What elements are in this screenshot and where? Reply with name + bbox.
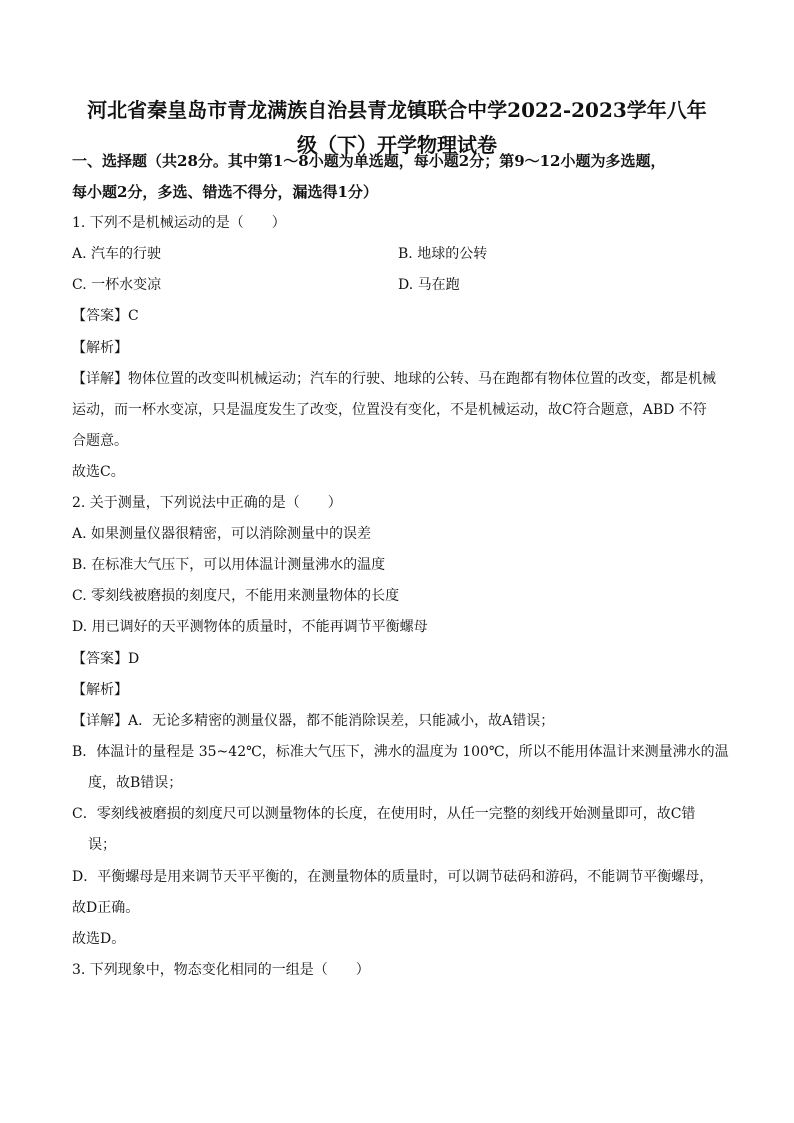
question-2-answer: 【答案】D xyxy=(72,651,140,667)
question-1-option-c: C. 一杯水变凉 xyxy=(72,277,162,293)
question-2-conclusion: 故选D。 xyxy=(72,931,126,947)
question-1-answer: 【答案】C xyxy=(72,308,139,324)
page-title-line-1: 河北省秦皇岛市青龙满族自治县青龙镇联合中学2022-2023学年八年 xyxy=(87,98,707,122)
question-1-detail-line-2: 运动，而一杯水变凉，只是温度发生了改变，位置没有变化，不是机械运动，故C符合题意，ABD 不符 xyxy=(72,402,707,418)
question-1-detail-line-1: 【详解】物体位置的改变叫机械运动；汽车的行驶、地球的公转、马在跑都有物体位置的改变，都是机械 xyxy=(72,371,716,387)
question-2-detail-b-line-2: 度，故B错误； xyxy=(88,775,183,791)
question-3-stem: 3. 下列现象中，物态变化相同的一组是（ ） xyxy=(72,962,370,978)
question-1-analysis-label: 【解析】 xyxy=(72,340,128,356)
question-2-stem: 2. 关于测量，下列说法中正确的是（ ） xyxy=(72,495,342,511)
question-2-detail-d-line-2: 故D正确。 xyxy=(72,900,140,916)
question-1-conclusion: 故选C。 xyxy=(72,464,125,480)
question-1-option-a: A. 汽车的行驶 xyxy=(72,246,162,262)
question-2-option-d: D. 用已调好的天平测物体的质量时，不能再调节平衡螺母 xyxy=(72,619,428,635)
question-2-detail-b-line-1: B．体温计的量程是 35~42℃，标准大气压下，沸水的温度为 100℃，所以不能用体温计来测量沸水的温 xyxy=(72,744,729,760)
section-heading-line-2: 每小题2分，多选、错选不得分，漏选得1分） xyxy=(72,183,378,201)
question-2-option-b: B. 在标准大气压下，可以用体温计测量沸水的温度 xyxy=(72,557,386,573)
question-2-detail-a: 【详解】A．无论多精密的测量仪器，都不能消除误差，只能减小，故A错误； xyxy=(72,713,555,729)
question-2-detail-d-line-1: D．平衡螺母是用来调节天平平衡的，在测量物体的质量时，可以调节砝码和游码，不能调节平衡螺母， xyxy=(72,869,714,885)
section-heading-line-1: 一、选择题（共28分。其中第1～8小题为单选题，每小题2分；第9～12小题为多选题， xyxy=(72,152,666,170)
question-1-option-b: B. 地球的公转 xyxy=(398,246,488,262)
question-2-detail-c-line-2: 误； xyxy=(88,837,116,853)
page-title-line-2: 级（下）开学物理试卷 xyxy=(297,133,497,157)
question-2-option-a: A. 如果测量仪器很精密，可以消除测量中的误差 xyxy=(72,526,372,542)
question-1-stem: 1. 下列不是机械运动的是（ ） xyxy=(72,215,286,231)
question-2-analysis-label: 【解析】 xyxy=(72,682,128,698)
question-2-option-c: C. 零刻线被磨损的刻度尺，不能用来测量物体的长度 xyxy=(72,588,400,604)
question-2-detail-c-line-1: C．零刻线被磨损的刻度尺可以测量物体的长度，在使用时，从任一完整的刻线开始测量即可，故C错 xyxy=(72,806,696,822)
question-1-detail-line-3: 合题意。 xyxy=(72,433,128,449)
question-1-option-d: D. 马在跑 xyxy=(398,277,460,293)
